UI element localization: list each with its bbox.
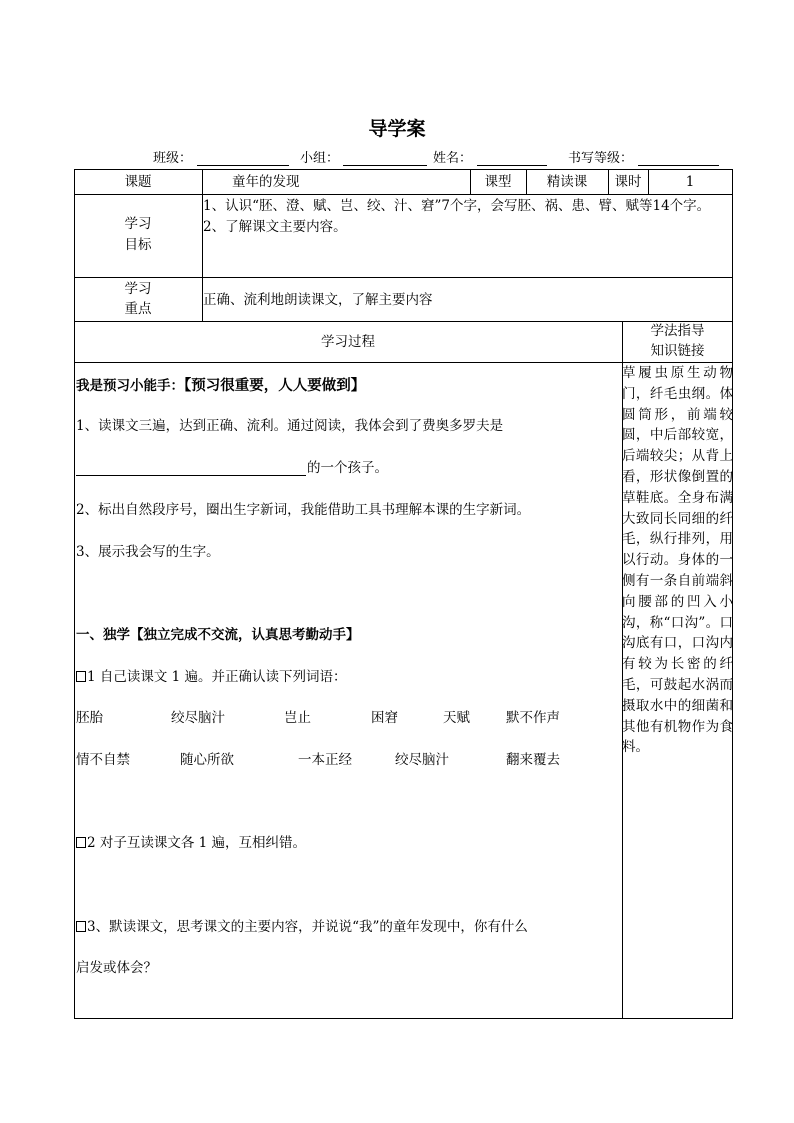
task-1: 1 自己读课文 1 遍。并正确认读下列词语：	[76, 667, 347, 687]
learning-goals	[203, 196, 731, 238]
self-study-heading: 一、独学【独立完成不交流，认真思考勤动手】	[76, 627, 360, 643]
word-item: 一本正经	[298, 752, 352, 768]
word-item: 胚胎	[76, 710, 103, 726]
process-label: 学习过程	[321, 334, 375, 350]
period-label: 课时	[614, 174, 642, 190]
goal-label: 学习 目标	[124, 216, 152, 253]
checkbox-icon	[76, 837, 86, 848]
table-border-top	[74, 169, 733, 170]
word-item: 默不作声	[506, 710, 560, 726]
word-item: 绞尽脑汁	[171, 710, 225, 726]
checkbox-icon	[76, 671, 86, 682]
class-label: 班级：	[153, 151, 193, 166]
task-3: 3、默读课文，思考课文的主要内容，并说说“我”的童年发现中，你有什么	[76, 917, 528, 937]
grade-blank	[638, 165, 719, 166]
guide-label: 学法指导 知识链接	[650, 323, 705, 359]
word-item: 绞尽脑汁	[395, 752, 449, 768]
word-item: 翻来覆去	[506, 752, 560, 768]
period-value: 1	[685, 174, 695, 190]
preview-item-1-end: 的一个孩子。	[307, 460, 388, 476]
preview-item-1: 1、读课文三遍，达到正确、流利。通过阅读，我体会到了费奥多罗夫是	[76, 418, 504, 434]
name-blank	[477, 165, 547, 166]
preview-item-2: 2、标出自然段序号，圈出生字新词，我能借助工具书理解本课的生字新词。	[76, 502, 531, 518]
name-label: 姓名：	[433, 151, 473, 166]
page-title: 导学案	[368, 118, 426, 140]
task-3-end: 启发或体会？	[76, 960, 157, 976]
goal-item: 1、认识“胚、澄、赋、岂、绞、汁、窘”7个字，会写胚、祸、患、臂、赋等14个字。	[203, 198, 711, 214]
grade-label: 书写等级：	[568, 151, 634, 166]
class-blank	[197, 165, 289, 166]
type-label: 课型	[484, 174, 512, 190]
answer-blank	[76, 475, 306, 476]
word-item: 困窘	[371, 710, 398, 726]
lesson-title: 童年的发现	[232, 174, 300, 190]
word-item: 情不自禁	[76, 752, 130, 768]
table-line	[74, 277, 733, 278]
group-label: 小组：	[300, 151, 340, 166]
table-line	[74, 194, 733, 195]
word-item: 天赋	[443, 710, 470, 726]
table-border-bottom	[74, 1018, 733, 1019]
knowledge-note: 草履虫原生动物门，纤毛虫纲。体圆筒形，前端较圆，中后部较宽，后端较尖；从背上看，形状像倒置的草鞋底。全身布满大致同长同细的纤毛，纵行排列，用以行动。身体的一侧有一条自前端斜向腰部的凹入小沟，称“口沟”。口沟底有口，口沟内有较为长密的纤毛，可鼓起水涡而摄取水中的细菌和其他有机物作为食料。	[622, 365, 733, 756]
focus-label: 学习 重点	[124, 281, 152, 317]
preview-item-3: 3、展示我会写的生字。	[76, 544, 220, 560]
type-value: 精读课	[546, 174, 588, 190]
goal-item: 2、了解课文主要内容。	[203, 219, 347, 235]
word-item: 岂止	[284, 710, 311, 726]
word-item: 随心所欲	[180, 752, 234, 768]
task-2: 2 对子互读课文各 1 遍，互相纠错。	[76, 833, 306, 853]
preview-heading: 我是预习小能手：【预习很重要，人人要做到】	[76, 378, 366, 394]
focus-text: 正确、流利地朗读课文，了解主要内容	[203, 292, 433, 308]
lesson-label: 课题	[124, 174, 152, 190]
group-blank	[343, 165, 427, 166]
checkbox-icon	[76, 921, 86, 932]
